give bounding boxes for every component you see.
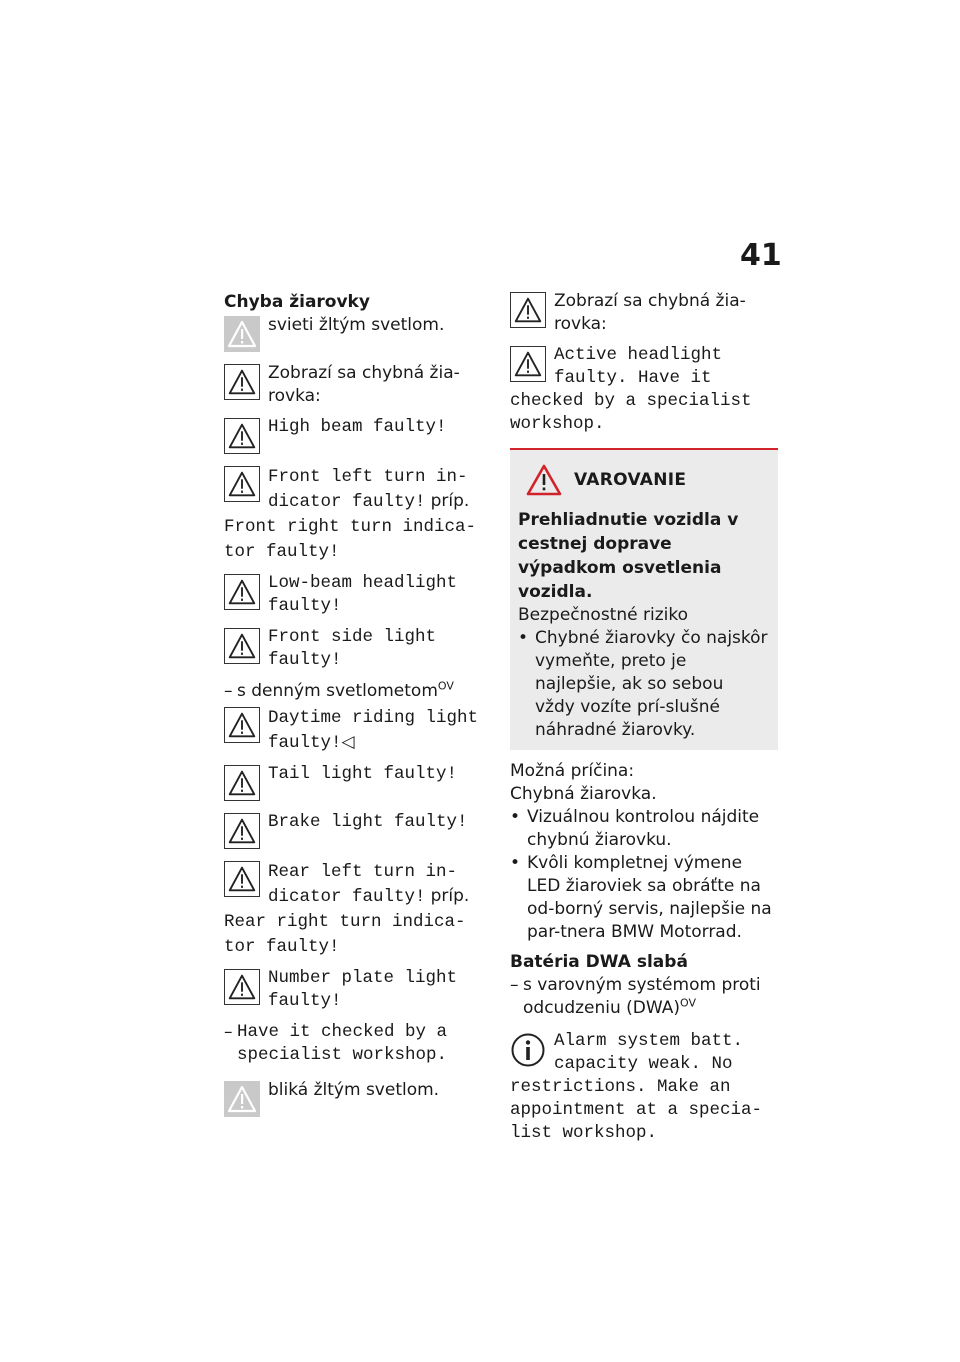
entry-daytime-light: Daytime riding light faulty!◁: [224, 705, 494, 755]
warning-triangle-icon: [224, 813, 260, 849]
warning-risk: Bezpečnostné riziko: [518, 605, 688, 625]
entry-show-bulb-right: Zobrazí sa chybná žia-rovka:: [510, 290, 778, 336]
instruction-specialist: – Have it checked by a specialist workshop.: [224, 1022, 448, 1065]
warning-triangle-icon: [526, 464, 562, 496]
entry-brake-light: Brake light faulty!: [224, 811, 494, 851]
section-heading-bulb-fault: Chyba žiarovky: [224, 292, 370, 312]
warning-triangle-icon: [224, 707, 260, 743]
warning-triangle-icon: [224, 574, 260, 610]
warning-box: [510, 448, 778, 750]
warning-bullet: • Chybné žiarovky čo najskôr vymeňte, preto je najlepšie, ak so sebou vždy vozíte prí-slušné náhradné žiarovky.: [518, 628, 768, 740]
warning-triangle-icon: [510, 292, 546, 328]
warning-header: [518, 464, 768, 496]
entry-alarm-battery: Alarm system batt. capacity weak. No restrictions. Make an appointment at a specia-list workshop.: [510, 1031, 763, 1143]
entry-high-beam: High beam faulty!: [224, 416, 494, 456]
list-item: • Kvôli kompletnej výmene LED žiaroviek sa obráťte na od-borný servis, najlepšie na par-tnera BMW Motorrad.: [510, 853, 772, 942]
page-number: 41: [740, 238, 782, 273]
entry-rear-turn: Rear left turn in-dicator faulty! príp. Rear right turn indica-tor faulty!: [224, 862, 470, 957]
entry-front-side: Front side light faulty!: [224, 626, 494, 672]
right-column: [510, 290, 778, 1153]
cause-label: Možná príčina:: [510, 761, 635, 781]
warning-triangle-icon: [224, 418, 260, 454]
entry-yellow-light: svieti žltým svetlom.: [224, 314, 494, 354]
warning-triangle-icon: [224, 765, 260, 801]
entry-active-headlight: Active headlight faulty. Have it checked by a specialist workshop.: [510, 345, 752, 434]
warning-triangle-icon: [224, 628, 260, 664]
entry-number-plate: Number plate light faulty!: [224, 967, 494, 1013]
warning-triangle-icon: [224, 969, 260, 1005]
info-icon: [510, 1032, 546, 1068]
warning-triangle-icon: [224, 466, 260, 502]
condition-dwa: – s varovným systémom proti odcudzeniu (DWA)$^{OV}$: [510, 975, 761, 1018]
warning-triangle-icon: [224, 364, 260, 400]
warning-triangle-icon: [224, 861, 260, 897]
arrow-left-icon: ◁: [341, 732, 355, 752]
list-item: • Vizuálnou kontrolou nájdite chybnú žiarovku.: [510, 807, 760, 850]
section-heading-dwa: Batéria DWA slabá: [510, 952, 688, 972]
left-column: [224, 290, 494, 1127]
warning-bold-text: Prehliadnutie vozidla v cestnej doprave výpadkom osvetlenia vozidla.: [518, 510, 739, 602]
warning-title: VAROVANIE: [574, 470, 687, 490]
warning-triangle-icon: [224, 1081, 260, 1117]
entry-show-bulb: Zobrazí sa chybná žia-rovka:: [224, 362, 494, 408]
cause-text: Chybná žiarovka.: [510, 784, 657, 804]
condition-daytime-light: – s denným svetlometom$^{OV}$: [224, 679, 454, 701]
entry-low-beam: Low-beam headlight faulty!: [224, 572, 494, 618]
entry-flashing-yellow: bliká žltým svetlom.: [224, 1079, 494, 1119]
warning-triangle-icon: [224, 316, 260, 352]
entry-front-turn: Front left turn in-dicator faulty! príp. Front right turn indica-tor faulty!: [224, 467, 477, 562]
entry-tail-light: Tail light faulty!: [224, 763, 494, 803]
warning-triangle-icon: [510, 346, 546, 382]
